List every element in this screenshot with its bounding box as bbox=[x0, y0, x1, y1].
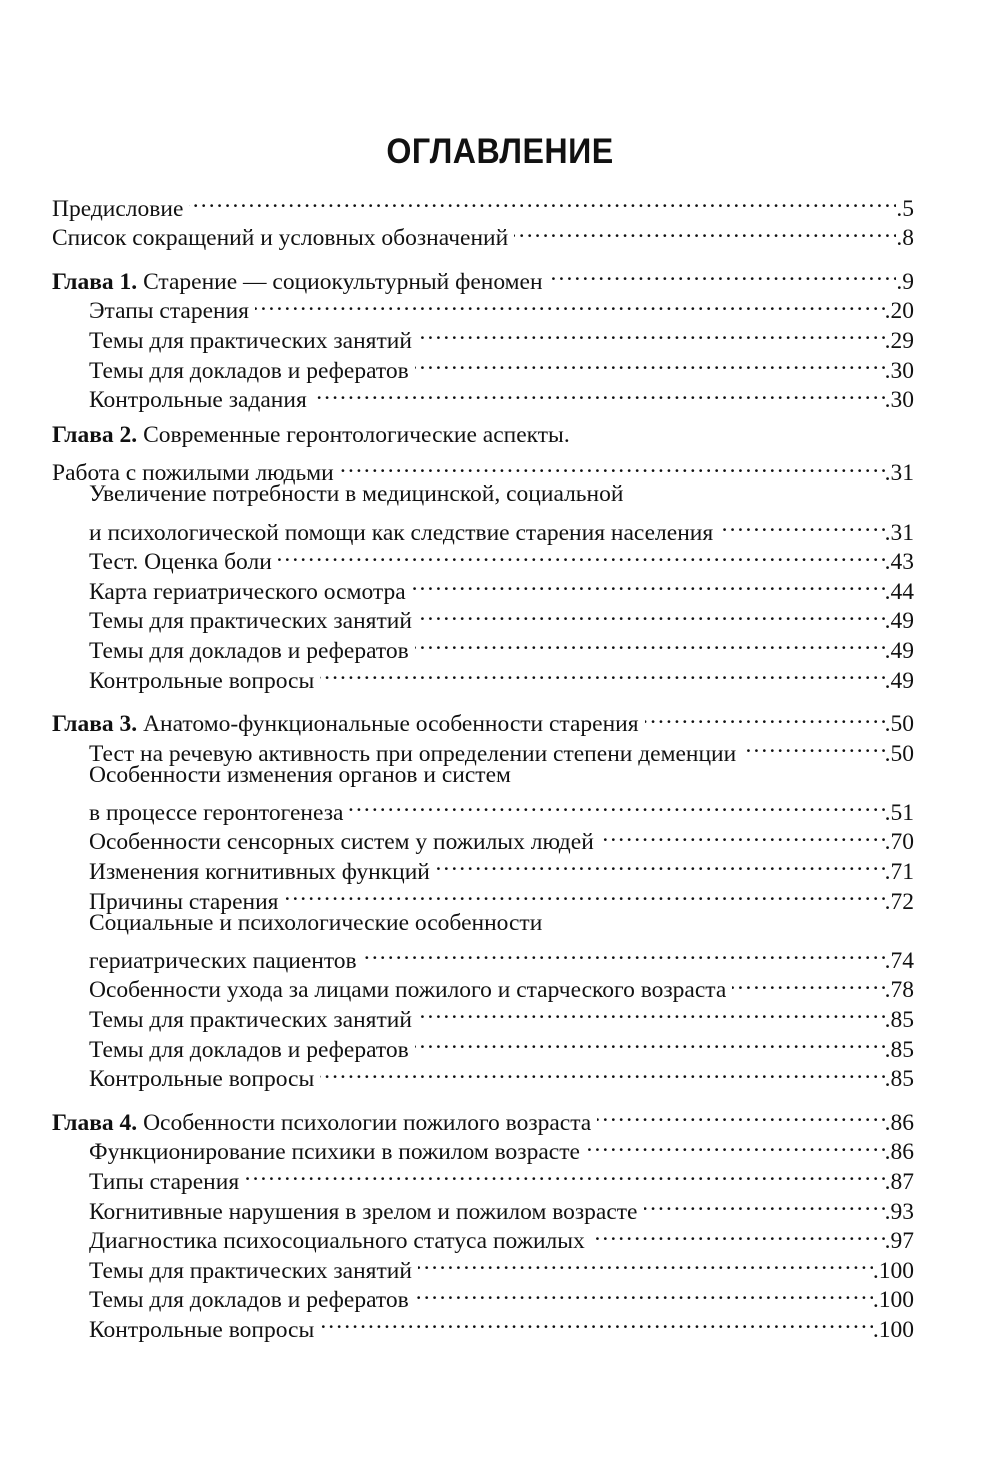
table-of-contents bbox=[52, 186, 914, 1343]
chapter-title: Современные геронтологические аспекты. bbox=[137, 422, 570, 449]
chapter-title-continued: Работа с пожилыми людьми bbox=[52, 460, 334, 487]
toc-page-number: .31 bbox=[884, 460, 914, 487]
toc-section-title: Социальные и психологические особенности bbox=[89, 909, 543, 936]
toc-page-number: .85 bbox=[884, 1036, 914, 1063]
dot-leader bbox=[279, 879, 885, 909]
dot-leader bbox=[412, 318, 885, 348]
toc-section[interactable] bbox=[52, 790, 914, 826]
toc-section-title: Контрольные задания bbox=[89, 387, 307, 414]
dot-leader bbox=[726, 968, 884, 998]
toc-section-title: Темы для практических занятий bbox=[89, 327, 412, 354]
toc-section-title: Особенности изменения органов и систем bbox=[89, 761, 511, 788]
toc-page-number: .49 bbox=[884, 667, 914, 694]
toc-page-number: .72 bbox=[884, 888, 914, 915]
toc-section-title: Карта гериатрического осмотра bbox=[89, 578, 406, 605]
toc-section-title: Диагностика психосоциального статуса пожилых bbox=[89, 1228, 585, 1255]
toc-section-title: Типы старения bbox=[89, 1169, 240, 1195]
chapter-title: Старение — социокультурный феномен bbox=[137, 268, 543, 295]
chapter-title: Особенности психологии пожилого возраста bbox=[137, 1109, 592, 1136]
toc-page-number: .50 bbox=[884, 740, 914, 767]
toc-page-number: .74 bbox=[884, 947, 914, 974]
toc-section-line-1[interactable] bbox=[52, 761, 914, 791]
dot-leader bbox=[334, 451, 885, 481]
toc-section-title: Темы для докладов и рефератов bbox=[89, 1287, 409, 1314]
toc-section-title: Контрольные вопросы bbox=[89, 1316, 315, 1343]
toc-section-line-1[interactable] bbox=[52, 909, 914, 939]
toc-page-number: .49 bbox=[884, 637, 914, 664]
toc-page-number: .20 bbox=[884, 298, 914, 325]
chapter-label: Глава 3. bbox=[52, 711, 138, 738]
dot-leader bbox=[594, 820, 885, 850]
toc-chapter-1[interactable] bbox=[52, 259, 914, 295]
chapter-label: Глава 1. bbox=[52, 268, 138, 295]
toc-section-title: Причины старения bbox=[89, 888, 279, 915]
toc-page-number: .100 bbox=[872, 1257, 914, 1284]
toc-page-number: .97 bbox=[884, 1228, 914, 1255]
dot-leader bbox=[409, 348, 885, 378]
toc-section-title: Темы для практических занятий bbox=[89, 1257, 412, 1284]
dot-leader bbox=[412, 599, 885, 629]
dot-leader bbox=[713, 510, 884, 540]
toc-page-number: .85 bbox=[884, 1007, 914, 1034]
toc-page-number: .87 bbox=[884, 1169, 914, 1195]
chapter-heading bbox=[52, 421, 570, 451]
toc-section-title: Особенности ухода за лицами пожилого и старческого возраста bbox=[89, 977, 727, 1004]
chapter-title: Анатомо-функциональные особенности старения bbox=[137, 711, 639, 738]
toc-section[interactable] bbox=[52, 938, 914, 974]
toc-page-number: .93 bbox=[884, 1198, 914, 1225]
chapter-label: Глава 2. bbox=[52, 422, 138, 449]
dot-leader bbox=[307, 378, 885, 408]
toc-chapter-4[interactable] bbox=[52, 1100, 914, 1136]
dot-leader bbox=[409, 1278, 873, 1308]
dot-leader bbox=[638, 1189, 885, 1219]
toc-page-number: .31 bbox=[884, 519, 914, 546]
dot-leader bbox=[591, 1100, 884, 1130]
dot-leader bbox=[183, 186, 896, 216]
toc-chapter-2-line-2[interactable] bbox=[52, 451, 914, 487]
toc-section-title: Темы для практических занятий bbox=[89, 1007, 412, 1034]
toc-page-number: .100 bbox=[872, 1287, 914, 1314]
dot-leader bbox=[412, 997, 885, 1027]
dot-leader bbox=[409, 628, 885, 658]
dot-leader bbox=[409, 1027, 885, 1057]
toc-section-title: Тест. Оценка боли bbox=[89, 549, 272, 576]
toc-section-title: Особенности сенсорных систем у пожилых людей bbox=[89, 829, 594, 856]
toc-chapter-2-line-1[interactable] bbox=[52, 421, 914, 451]
toc-section-title: Темы для докладов и рефератов bbox=[89, 1036, 409, 1063]
toc-page-number: .44 bbox=[884, 578, 914, 605]
toc-page-number: .49 bbox=[884, 608, 914, 635]
toc-section-title: Темы для практических занятий bbox=[89, 608, 412, 635]
toc-page-number: .78 bbox=[884, 977, 914, 1004]
chapter-heading bbox=[52, 1109, 591, 1139]
toc-page-number: .100 bbox=[872, 1316, 914, 1343]
dot-leader bbox=[343, 790, 884, 820]
dot-leader bbox=[585, 1219, 885, 1249]
page-title: ОГЛАВЛЕНИЕ bbox=[386, 132, 614, 171]
toc-page-number: .85 bbox=[884, 1066, 914, 1093]
toc-section-title: в процессе геронтогенеза bbox=[89, 799, 344, 826]
dot-leader bbox=[508, 216, 896, 246]
toc-section-title: Функционирование психики в пожилом возрасте bbox=[89, 1139, 580, 1166]
dot-leader bbox=[580, 1130, 885, 1160]
dot-leader bbox=[543, 259, 897, 289]
dot-leader bbox=[412, 1248, 873, 1278]
dot-leader bbox=[736, 731, 884, 761]
toc-section-title: Темы для докладов и рефератов bbox=[89, 637, 409, 664]
dot-leader bbox=[406, 569, 885, 599]
toc-section-title: Изменения когнитивных функций bbox=[89, 859, 430, 886]
toc-section-title: Тест на речевую активность при определении степени деменции bbox=[89, 740, 737, 767]
toc-section[interactable] bbox=[52, 510, 914, 546]
toc-page-number: .71 bbox=[884, 859, 914, 886]
toc-page-number: .9 bbox=[896, 268, 914, 295]
dot-leader bbox=[249, 289, 885, 319]
toc-page-number: .43 bbox=[884, 549, 914, 576]
toc-section-title: Увеличение потребности в медицинской, социальной bbox=[89, 481, 624, 508]
toc-page-number: .29 bbox=[884, 327, 914, 354]
toc-section-title: Темы для докладов и рефератов bbox=[89, 357, 409, 384]
toc-chapter-3[interactable] bbox=[52, 702, 914, 738]
toc-section-title: гериатрических пациентов bbox=[89, 947, 357, 974]
toc-page-number: .8 bbox=[896, 225, 914, 252]
toc-page-number: .30 bbox=[884, 357, 914, 384]
toc-page-number: .51 bbox=[884, 799, 914, 826]
toc-page-number: .70 bbox=[884, 829, 914, 856]
toc-section-line-1[interactable] bbox=[52, 480, 914, 510]
toc-section-title: Контрольные вопросы bbox=[89, 1066, 315, 1093]
toc-page-number: .30 bbox=[884, 387, 914, 414]
dot-leader bbox=[272, 540, 885, 570]
dot-leader bbox=[357, 938, 885, 968]
toc-section-title: Этапы старения bbox=[89, 298, 249, 325]
dot-leader bbox=[239, 1159, 884, 1189]
dot-leader bbox=[430, 849, 885, 879]
toc-page-number: .5 bbox=[896, 195, 914, 222]
dot-leader bbox=[314, 1057, 884, 1087]
toc-page-number: .50 bbox=[884, 711, 914, 738]
dot-leader bbox=[314, 658, 884, 688]
toc-entry-title: Список сокращений и условных обозначений bbox=[52, 225, 509, 252]
chapter-label: Глава 4. bbox=[52, 1109, 138, 1136]
chapter-heading bbox=[52, 710, 639, 740]
dot-leader bbox=[314, 1307, 873, 1337]
toc-section-title: Когнитивные нарушения в зрелом и пожилом возрасте bbox=[89, 1198, 638, 1225]
toc-entry-title: Предисловие bbox=[52, 195, 184, 222]
toc-section-title: Контрольные вопросы bbox=[89, 667, 315, 694]
toc-entry-preface[interactable] bbox=[52, 186, 914, 222]
toc-page-number: .86 bbox=[884, 1109, 914, 1136]
dot-leader bbox=[639, 702, 885, 732]
toc-section-title: и психологической помощи как следствие старения населения bbox=[89, 519, 714, 546]
toc-page-number: .86 bbox=[884, 1139, 914, 1166]
